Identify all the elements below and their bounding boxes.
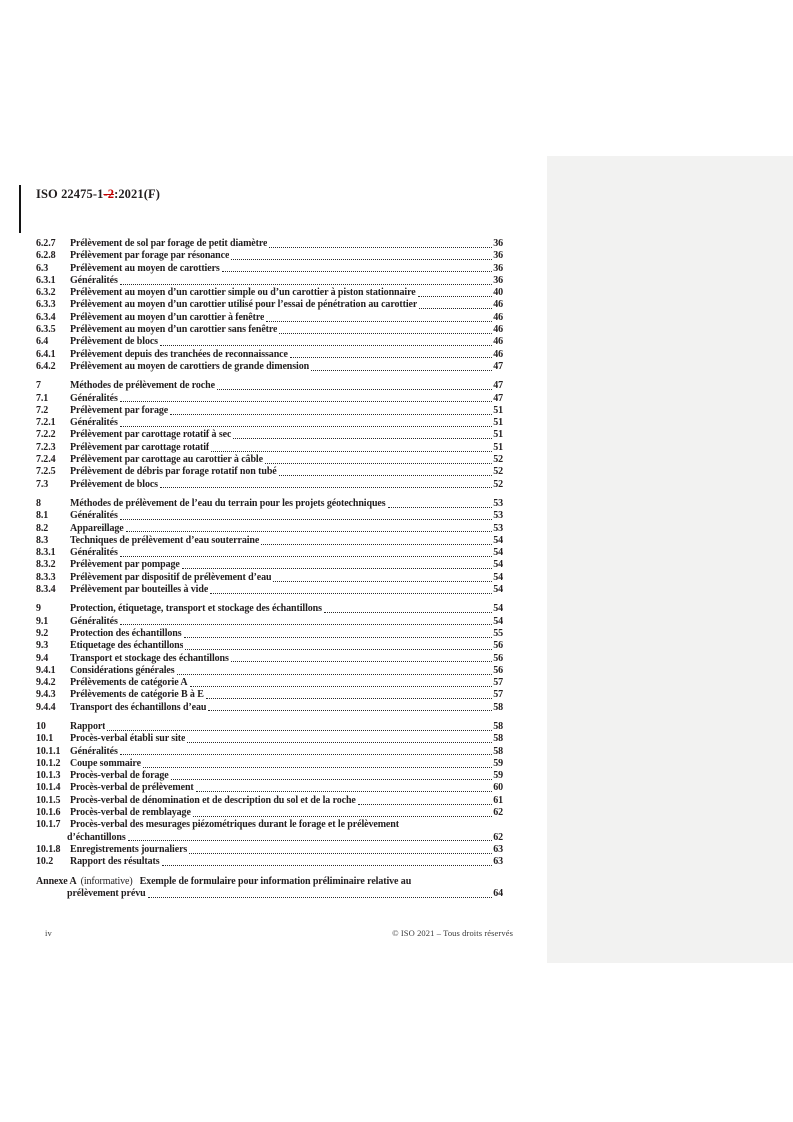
toc-leader-dots <box>273 581 492 582</box>
toc-entry-page: 57 <box>493 689 503 701</box>
toc-entry-number: 7.3 <box>36 478 49 490</box>
toc-entry <box>36 746 503 758</box>
toc-entry-page: 56 <box>493 640 503 652</box>
toc-entry <box>36 844 503 856</box>
toc-entry-page: 36 <box>493 274 503 286</box>
toc-entry <box>36 417 503 429</box>
toc-entry-number: 9 <box>36 603 41 615</box>
toc-leader-dots <box>120 519 492 520</box>
toc-entry-title: Procès-verbal établi sur site <box>70 733 186 745</box>
toc-entry <box>36 466 503 478</box>
toc-entry-title: Généralités <box>70 745 118 757</box>
annex-title-continuation: prélèvement prévu <box>67 887 146 899</box>
toc-entry-number: 6.4.1 <box>36 348 56 360</box>
toc-group <box>36 238 503 373</box>
toc-entry <box>36 677 503 689</box>
toc-entry-number: 9.4.3 <box>36 689 56 701</box>
toc-entry-title: Prélèvement au moyen d’un carottier sans fenêtre <box>70 324 278 336</box>
toc-entry-page: 63 <box>493 856 503 868</box>
toc-leader-dots <box>148 897 493 898</box>
toc-entry-number: 9.4 <box>36 652 49 664</box>
toc-leader-dots <box>222 271 492 272</box>
toc-entry <box>36 324 503 336</box>
toc-entry-number: 10.1.6 <box>36 807 61 819</box>
toc-entry-title: Prélèvement par bouteilles à vide <box>70 584 209 596</box>
toc-entry <box>36 336 503 348</box>
toc-entry-page: 46 <box>493 311 503 323</box>
toc-leader-dots <box>185 649 492 650</box>
toc-leader-dots <box>160 487 492 488</box>
toc-entry <box>36 572 503 584</box>
toc-entry-number: 8.3.3 <box>36 571 56 583</box>
toc-entry-number: 10.1.7 <box>36 819 61 831</box>
toc-leader-dots <box>184 637 493 638</box>
toc-entry-page: 51 <box>493 441 503 453</box>
toc-entry-page: 54 <box>493 547 503 559</box>
toc-entry <box>36 689 503 701</box>
toc-entry-title: Procès-verbal de remblayage <box>70 807 191 819</box>
toc-entry-page: 54 <box>493 584 503 596</box>
toc-leader-dots <box>126 531 493 532</box>
toc-entry <box>36 498 503 510</box>
toc-entry-page: 52 <box>493 478 503 490</box>
toc-entry-number: 8.1 <box>36 510 49 522</box>
toc-entry-title: Protection, étiquetage, transport et stockage des échantillons <box>70 603 322 615</box>
toc-entry-page: 57 <box>493 677 503 689</box>
toc-entry-page: 54 <box>493 615 503 627</box>
side-panel <box>547 156 793 963</box>
toc-leader-dots <box>170 414 492 415</box>
toc-entry-page: 52 <box>493 454 503 466</box>
toc-entry-page: 63 <box>493 843 503 855</box>
toc-entry-number: 7 <box>36 380 41 392</box>
toc-entry-number: 9.4.2 <box>36 677 56 689</box>
toc-entry <box>36 380 503 392</box>
toc-entry-number: 9.4.1 <box>36 664 56 676</box>
toc-entry-title: Étiquetage des échantillons <box>70 640 184 652</box>
toc-entry-page: 54 <box>493 534 503 546</box>
toc-entry <box>36 640 503 652</box>
toc-entry-number: 8.3 <box>36 534 49 546</box>
toc-entry-number: 10.1.5 <box>36 794 61 806</box>
toc-entry-number: 8.3.2 <box>36 559 56 571</box>
toc-entry-page: 53 <box>493 510 503 522</box>
toc-entry-page: 46 <box>493 336 503 348</box>
toc-entry-number: 6.2.7 <box>36 238 56 249</box>
toc-entry-title: Rapport des résultats <box>70 856 160 868</box>
toc-leader-dots <box>231 259 492 260</box>
toc-entry-title: Prélèvement au moyen d’un carottier utilisé pour l’essai de pénétration au carottier <box>70 299 418 311</box>
toc-entry-number: 6.3.3 <box>36 299 56 311</box>
toc-entry-number: 10.1.3 <box>36 770 61 782</box>
toc-entry-title: Généralités <box>70 274 118 286</box>
toc-leader-dots <box>290 357 492 358</box>
toc-entry-title: Prélèvement par forage par résonance <box>70 250 230 262</box>
toc-entry-number: 7.2 <box>36 404 49 416</box>
toc-entry-page: 36 <box>493 238 503 249</box>
toc-entry-number: 7.2.3 <box>36 441 56 453</box>
toc-entry-page: 59 <box>493 770 503 782</box>
toc-entry-number: 8.2 <box>36 522 49 534</box>
toc-entry <box>36 547 503 559</box>
toc-leader-dots <box>217 389 492 390</box>
revision-change-bar <box>19 185 21 233</box>
toc-entry-page: 47 <box>493 392 503 404</box>
toc-entry <box>36 405 503 417</box>
toc-entry-title: Enregistrements journaliers <box>70 843 188 855</box>
toc-entry-page: 51 <box>493 429 503 441</box>
toc-leader-dots <box>120 401 492 402</box>
toc-entry <box>36 510 503 522</box>
toc-entry-page: 58 <box>493 745 503 757</box>
annex-label: Annexe A <box>36 875 77 887</box>
toc-entry-page: 53 <box>493 497 503 509</box>
toc-entry <box>36 287 503 299</box>
toc-entry-title: Procès-verbal de forage <box>70 770 169 782</box>
toc-entry-page: 61 <box>493 794 503 806</box>
toc-entry-number: 7.2.1 <box>36 417 56 429</box>
toc-entry <box>36 349 503 361</box>
toc-entry-page: 58 <box>493 701 503 713</box>
toc-entry-title: Généralités <box>70 392 118 404</box>
toc-entry-title: Prélèvement par carottage rotatif à sec <box>70 429 232 441</box>
annex-entry <box>36 876 503 901</box>
toc-entry <box>36 733 503 745</box>
toc-entry <box>36 429 503 441</box>
toc-entry <box>36 819 503 831</box>
toc-entry-title: Appareillage <box>70 522 124 534</box>
toc-leader-dots <box>324 612 492 613</box>
toc-entry-title: Prélèvement par forage <box>70 404 169 416</box>
toc-entry-page: 46 <box>493 324 503 336</box>
toc-leader-dots <box>358 804 492 805</box>
toc-leader-dots <box>418 296 493 297</box>
toc-entry <box>36 312 503 324</box>
toc-entry-number: 6.3.1 <box>36 274 56 286</box>
toc-entry <box>36 238 503 250</box>
toc-entry-number: 10.1.8 <box>36 843 61 855</box>
toc-entry-title: Généralités <box>70 417 118 429</box>
toc-leader-dots <box>193 816 492 817</box>
toc-entry-title: Rapport <box>70 720 106 732</box>
toc-entry-title: Prélèvement au moyen d’un carottier simple ou d’un carottier à piston stationnaire <box>70 287 416 299</box>
toc-entry-page: 60 <box>493 782 503 794</box>
toc-entry-number: 6.3.2 <box>36 287 56 299</box>
toc-entry-number: 10.1.2 <box>36 757 61 769</box>
toc-entry-title: Coupe sommaire <box>70 757 141 769</box>
toc-entry <box>36 665 503 677</box>
toc-leader-dots <box>189 853 492 854</box>
toc-entry <box>36 616 503 628</box>
toc-entry-title: Prélèvement de sol par forage de petit diamètre <box>70 238 268 249</box>
toc-entry-number: 6.3.4 <box>36 311 56 323</box>
footer-page-number: iv <box>45 928 52 938</box>
toc-entry-page: 64 <box>493 887 503 899</box>
toc-leader-dots <box>279 475 493 476</box>
toc-entry-page: 47 <box>493 380 503 392</box>
toc-entry <box>36 442 503 454</box>
toc-entry-page: 46 <box>493 348 503 360</box>
toc-entry-page: 54 <box>493 603 503 615</box>
toc-leader-dots <box>120 284 492 285</box>
toc-leader-dots <box>211 451 492 452</box>
toc-group <box>36 380 503 491</box>
toc-entry-title: Procès-verbal de dénomination et de description du sol et de la roche <box>70 794 356 806</box>
toc-leader-dots <box>266 321 492 322</box>
toc-entry-title: Prélèvement de débris par forage rotatif non tubé <box>70 466 277 478</box>
toc-entry-title: Techniques de prélèvement d’eau souterraine <box>70 534 260 546</box>
toc-entry <box>36 299 503 311</box>
toc-leader-dots <box>187 742 492 743</box>
toc <box>36 238 503 900</box>
toc-leader-dots <box>160 345 492 346</box>
toc-entry-title: Prélèvement au moyen d’un carottier à fenêtre <box>70 311 265 323</box>
toc-leader-dots <box>120 754 492 755</box>
toc-entry-page: 62 <box>493 831 503 843</box>
toc-entry-number: 6.4 <box>36 336 49 348</box>
toc-entry-number: 10.1.1 <box>36 745 61 757</box>
toc-entry-page: 55 <box>493 627 503 639</box>
toc-entry-page: 54 <box>493 571 503 583</box>
toc-entry <box>36 770 503 782</box>
annex-title: Exemple de formulaire pour information préliminaire relative au <box>139 875 412 887</box>
toc-entry-number: 10.1.4 <box>36 782 61 794</box>
toc-leader-dots <box>120 624 492 625</box>
toc-leader-dots <box>311 370 492 371</box>
toc-entry-page: 40 <box>493 287 503 299</box>
toc-entry <box>36 361 503 373</box>
toc-entry-title: Prélèvements de catégorie B à E <box>70 689 204 701</box>
toc-group <box>36 603 503 714</box>
toc-entry-continuation <box>36 832 503 844</box>
toc-leader-dots <box>162 865 493 866</box>
toc-entry-number: 7.2.5 <box>36 466 56 478</box>
toc-entry-title: Prélèvement depuis des tranchées de reconnaissance <box>70 348 288 360</box>
toc-entry-page: 53 <box>493 522 503 534</box>
toc-leader-dots <box>233 438 492 439</box>
toc-entry-number: 6.3.5 <box>36 324 56 336</box>
toc-entry-number: 10.2 <box>36 856 54 868</box>
toc-entry-number: 9.4.4 <box>36 701 56 713</box>
toc-entry-title: Transport des échantillons d’eau <box>70 701 207 713</box>
document-code-deleted-text: -2 <box>103 187 115 201</box>
toc-entry-title: Méthodes de prélèvement de l’eau du terrain pour les projets géotechniques <box>70 497 386 509</box>
toc-entry-title: Protection des échantillons <box>70 627 182 639</box>
toc-leader-dots <box>419 308 492 309</box>
toc-entry-number: 9.2 <box>36 627 49 639</box>
toc-entry-page: 62 <box>493 807 503 819</box>
toc-entry <box>36 559 503 571</box>
toc-leader-dots <box>107 730 492 731</box>
toc-entry-page: 56 <box>493 664 503 676</box>
toc-entry <box>36 275 503 287</box>
toc-entry-number: 10.1 <box>36 733 54 745</box>
footer-copyright: © ISO 2021 – Tous droits réservés <box>392 928 513 938</box>
toc-entry-title: Transport et stockage des échantillons <box>70 652 229 664</box>
toc-entry <box>36 393 503 405</box>
document-code-prefix: ISO 22475-1 <box>36 187 104 201</box>
toc-entry <box>36 653 503 665</box>
toc-leader-dots <box>265 463 492 464</box>
toc-entry-title: Procès-verbal des mesurages piézométriques durant le forage et le prélèvement <box>70 819 399 831</box>
toc-entry-number: 8 <box>36 497 41 509</box>
toc-entry <box>36 454 503 466</box>
toc-entry <box>36 721 503 733</box>
toc-leader-dots <box>269 247 492 248</box>
toc-entry-number: 9.1 <box>36 615 49 627</box>
toc-entry-title: Généralités <box>70 510 118 522</box>
toc-entry-page: 47 <box>493 360 503 372</box>
toc-entry-title: Prélèvement au moyen de carottiers <box>70 262 220 274</box>
toc-leader-dots <box>120 426 492 427</box>
toc-entry-number: 6.3 <box>36 262 49 274</box>
toc-leader-dots <box>196 791 493 792</box>
toc-entry <box>36 782 503 794</box>
toc-entry <box>36 856 503 868</box>
toc-entry-page: 56 <box>493 652 503 664</box>
toc-entry <box>36 523 503 535</box>
toc-leader-dots <box>231 661 492 662</box>
document-code-suffix: :2021(F) <box>114 187 160 201</box>
toc-entry-page: 58 <box>493 733 503 745</box>
toc-leader-dots <box>120 556 492 557</box>
toc-entry <box>36 758 503 770</box>
toc-entry-title: Généralités <box>70 615 118 627</box>
toc-entry-number: 7.1 <box>36 392 49 404</box>
toc-entry <box>36 628 503 640</box>
toc-entry-page: 51 <box>493 417 503 429</box>
toc-entry-number: 7.2.2 <box>36 429 56 441</box>
toc-entry-page: 59 <box>493 757 503 769</box>
toc-entry <box>36 535 503 547</box>
annex-continuation <box>36 888 503 900</box>
toc-entry-page: 58 <box>493 720 503 732</box>
toc-group <box>36 498 503 596</box>
toc-entry-title: Prélèvement de blocs <box>70 336 158 348</box>
toc-entry-title: Prélèvement par pompage <box>70 559 180 571</box>
toc-entry-page: 46 <box>493 299 503 311</box>
toc-entry-title: Considérations générales <box>70 664 175 676</box>
toc-leader-dots <box>208 710 492 711</box>
toc-entry-title: Généralités <box>70 547 118 559</box>
toc-entry <box>36 807 503 819</box>
toc-leader-dots <box>190 686 493 687</box>
toc-leader-dots <box>279 333 492 334</box>
toc-entry <box>36 603 503 615</box>
footer <box>45 928 513 938</box>
annex-note: (informative) <box>80 875 133 887</box>
toc-entry <box>36 263 503 275</box>
toc-entry <box>36 584 503 596</box>
toc-group <box>36 721 503 869</box>
toc-entry-title: Prélèvement de blocs <box>70 478 158 490</box>
toc-entry-page: 54 <box>493 559 503 571</box>
toc-entry-title: Prélèvement par carottage rotatif <box>70 441 210 453</box>
toc-entry-title: Prélèvement au moyen de carottiers de grande dimension <box>70 360 310 372</box>
annex-heading <box>36 876 503 888</box>
toc-entry-page: 36 <box>493 250 503 262</box>
toc-entry-title: Procès-verbal de prélèvement <box>70 782 194 794</box>
toc-entry <box>36 479 503 491</box>
toc-entry-page: 51 <box>493 404 503 416</box>
toc-leader-dots <box>206 698 492 699</box>
toc-entry <box>36 250 503 262</box>
toc-entry-number: 10 <box>36 720 46 732</box>
toc-leader-dots <box>182 568 492 569</box>
toc-leader-dots <box>143 767 492 768</box>
document-code <box>36 187 160 202</box>
toc-entry-title: Prélèvement par carottage au carottier à câble <box>70 454 263 466</box>
toc-entry-title: Prélèvements de catégorie A <box>70 677 188 689</box>
toc-entry-title: d’échantillons <box>67 831 126 843</box>
toc-leader-dots <box>177 674 493 675</box>
toc-leader-dots <box>210 593 492 594</box>
toc-entry-page: 36 <box>493 262 503 274</box>
toc-entry-number: 6.2.8 <box>36 250 56 262</box>
toc-entry-title: Prélèvement par dispositif de prélèvement d’eau <box>70 571 272 583</box>
toc-entry-number: 9.3 <box>36 640 49 652</box>
toc-entry-number: 8.3.1 <box>36 547 56 559</box>
toc-leader-dots <box>128 840 493 841</box>
toc-leader-dots <box>171 779 493 780</box>
toc-entry-number: 8.3.4 <box>36 584 56 596</box>
toc-entry-number: 7.2.4 <box>36 454 56 466</box>
toc-entry-title: Méthodes de prélèvement de roche <box>70 380 215 392</box>
toc-entry-number: 6.4.2 <box>36 360 56 372</box>
toc-entry <box>36 702 503 714</box>
toc-entry-page: 52 <box>493 466 503 478</box>
toc-entry <box>36 795 503 807</box>
toc-leader-dots <box>388 507 493 508</box>
toc-leader-dots <box>261 544 492 545</box>
